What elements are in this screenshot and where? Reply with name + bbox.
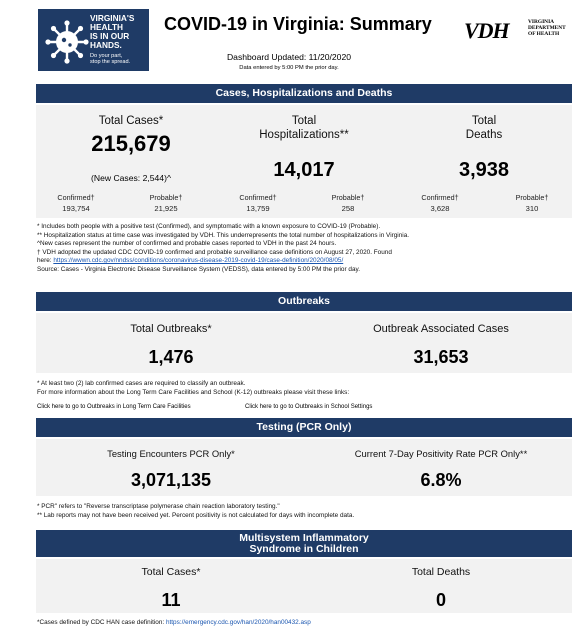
mis-c-footnote bbox=[37, 619, 577, 628]
outbreaks-panel bbox=[36, 313, 572, 373]
hospitalizations-label-line1: Total bbox=[291, 115, 317, 127]
banner-tagline bbox=[90, 53, 148, 66]
section-header-line: Multisystem Inflammatory bbox=[239, 532, 369, 544]
total-outbreaks-value: 1,476 bbox=[148, 347, 194, 367]
footnote: ^New cases represent the number of confirmed and probable cases reported to VDH in the past 24 hours. bbox=[37, 240, 337, 248]
total-cases-value: 215,679 bbox=[91, 131, 171, 156]
banner-line: IS IN OUR bbox=[90, 31, 130, 41]
footnote: ** Lab reports may not have been received yet. Percent positivity is not calculated for days with incomplete data. bbox=[37, 511, 355, 519]
footnote: † VDH adopted the updated CDC COVID-19 confirmed and probable surveillance case definitions on August 27, 2020. Found bbox=[37, 248, 392, 256]
cases-panel bbox=[36, 105, 572, 218]
footnote: * At least two (2) lab confirmed cases are required to classify an outbreak. bbox=[37, 380, 246, 387]
banner-line: VIRGINIA'S bbox=[90, 13, 135, 23]
footnote: ** Hospitalization status at time case was investigated by VDH. This underrepresents the total number of hospitalizations in Virginia. bbox=[37, 231, 410, 239]
source-note: Source: Cases - Virginia Electronic Disease Surveillance System (VEDSS), data entered by 5:00 PM the prior day. bbox=[37, 265, 360, 273]
footnote-here: here: bbox=[37, 257, 54, 265]
total-outbreaks-label: Total Outbreaks* bbox=[130, 323, 212, 335]
deaths-probable-value: 310 bbox=[525, 204, 539, 213]
section-header-testing: Testing (PCR Only) bbox=[36, 418, 572, 437]
outbreaks-footnotes bbox=[37, 380, 577, 397]
footnote: For more information about the Long Term Care Facilities and School (K-12) outbreaks please visit these links: bbox=[37, 388, 350, 396]
testing-encounters-label: Testing Encounters PCR Only* bbox=[107, 448, 235, 459]
data-entered-note: Data entered by 5:00 PM the prior day. bbox=[239, 65, 339, 71]
deaths-label-line1: Total bbox=[471, 115, 497, 127]
positivity-rate-value: 6.8% bbox=[420, 470, 462, 490]
testing-footnotes bbox=[37, 503, 577, 520]
outbreak-cases-label: Outbreak Associated Cases bbox=[373, 323, 509, 335]
deaths-confirmed-label: Confirmed† bbox=[421, 193, 459, 202]
school-outbreaks-link[interactable]: Click here to go to Outbreaks in School Settings bbox=[245, 404, 373, 410]
footnote: * Includes both people with a positive test (Confirmed), and symptomatic with a known exposure to COVID-19 (Probable). bbox=[37, 223, 381, 230]
hosp-probable-value: 258 bbox=[341, 204, 355, 213]
vdh-logo-line: OF HEALTH bbox=[528, 31, 560, 37]
testing-encounters-value: 3,071,135 bbox=[130, 470, 212, 490]
section-header-outbreaks: Outbreaks bbox=[36, 292, 572, 311]
banner-line: HEALTH bbox=[90, 22, 124, 32]
page-title: COVID-19 in Virginia: Summary bbox=[164, 14, 432, 34]
banner-headline bbox=[90, 14, 148, 50]
testing-panel bbox=[36, 439, 572, 496]
new-cases: (New Cases: 2,544)^ bbox=[91, 173, 171, 183]
vdh-logo-subtitle bbox=[528, 19, 566, 37]
footnote bbox=[37, 257, 577, 266]
hosp-probable-label: Probable† bbox=[331, 193, 365, 202]
total-cases-label: Total Cases* bbox=[98, 115, 164, 127]
footnote: * PCR" refers to "Reverse transcriptase polymerase chain reaction laboratory testing." bbox=[37, 503, 280, 510]
vdh-logo: VDH bbox=[464, 18, 509, 43]
cases-footnotes bbox=[37, 223, 577, 275]
mis-c-footnote-text: *Cases defined by CDC HAN case definition: bbox=[37, 619, 166, 626]
cdc-case-definition-link[interactable]: https://wwwn.cdc.gov/nndss/conditions/coronavirus-disease-2019-covid-19/case-definition/2020/08/05/ bbox=[53, 257, 344, 265]
deaths-label-line2: Deaths bbox=[465, 129, 503, 141]
hosp-confirmed-value: 13,759 bbox=[246, 204, 270, 213]
banner-tagline-line: Do your part, bbox=[90, 53, 123, 59]
deaths-probable-label: Probable† bbox=[515, 193, 549, 202]
banner-line: HANDS. bbox=[90, 40, 122, 50]
mis-c-cases-label: Total Cases* bbox=[141, 566, 201, 578]
mis-c-deaths-label: Total Deaths bbox=[411, 566, 471, 578]
vdh-campaign-banner bbox=[38, 9, 149, 71]
section-header-mis-c bbox=[36, 530, 572, 557]
cases-confirmed-label: Confirmed† bbox=[57, 193, 95, 202]
outbreak-cases-value: 31,653 bbox=[413, 347, 469, 367]
virus-icon bbox=[44, 19, 90, 65]
vdh-logo-line: VIRGINIA bbox=[528, 19, 555, 25]
vdh-logo-line: DEPARTMENT bbox=[528, 25, 566, 31]
mis-c-cases-value: 11 bbox=[161, 590, 181, 610]
mis-c-deaths-value: 0 bbox=[435, 590, 446, 610]
hospitalizations-label-line2: Hospitalizations** bbox=[259, 129, 349, 141]
deaths-confirmed-value: 3,628 bbox=[430, 204, 450, 213]
dashboard-updated: Dashboard Updated: 11/20/2020 bbox=[226, 52, 352, 62]
mis-c-panel bbox=[36, 559, 572, 613]
ltc-outbreaks-link[interactable]: Click here to go to Outbreaks in Long Term Care Facilities bbox=[37, 404, 191, 410]
deaths-value: 3,938 bbox=[458, 159, 510, 181]
banner-tagline-line: stop the spread. bbox=[90, 59, 131, 66]
positivity-rate-label: Current 7-Day Positivity Rate PCR Only** bbox=[354, 448, 528, 459]
cases-probable-value: 21,925 bbox=[154, 204, 178, 213]
section-header-cases: Cases, Hospitalizations and Deaths bbox=[36, 84, 572, 103]
cases-confirmed-value: 193,754 bbox=[62, 204, 90, 213]
section-header-line: Syndrome in Children bbox=[249, 543, 359, 555]
cdc-han-link[interactable]: https://emergency.cdc.gov/han/2020/han00432.asp bbox=[165, 619, 311, 626]
hospitalizations-value: 14,017 bbox=[273, 159, 335, 181]
cases-probable-label: Probable† bbox=[149, 193, 183, 202]
hosp-confirmed-label: Confirmed† bbox=[239, 193, 277, 202]
